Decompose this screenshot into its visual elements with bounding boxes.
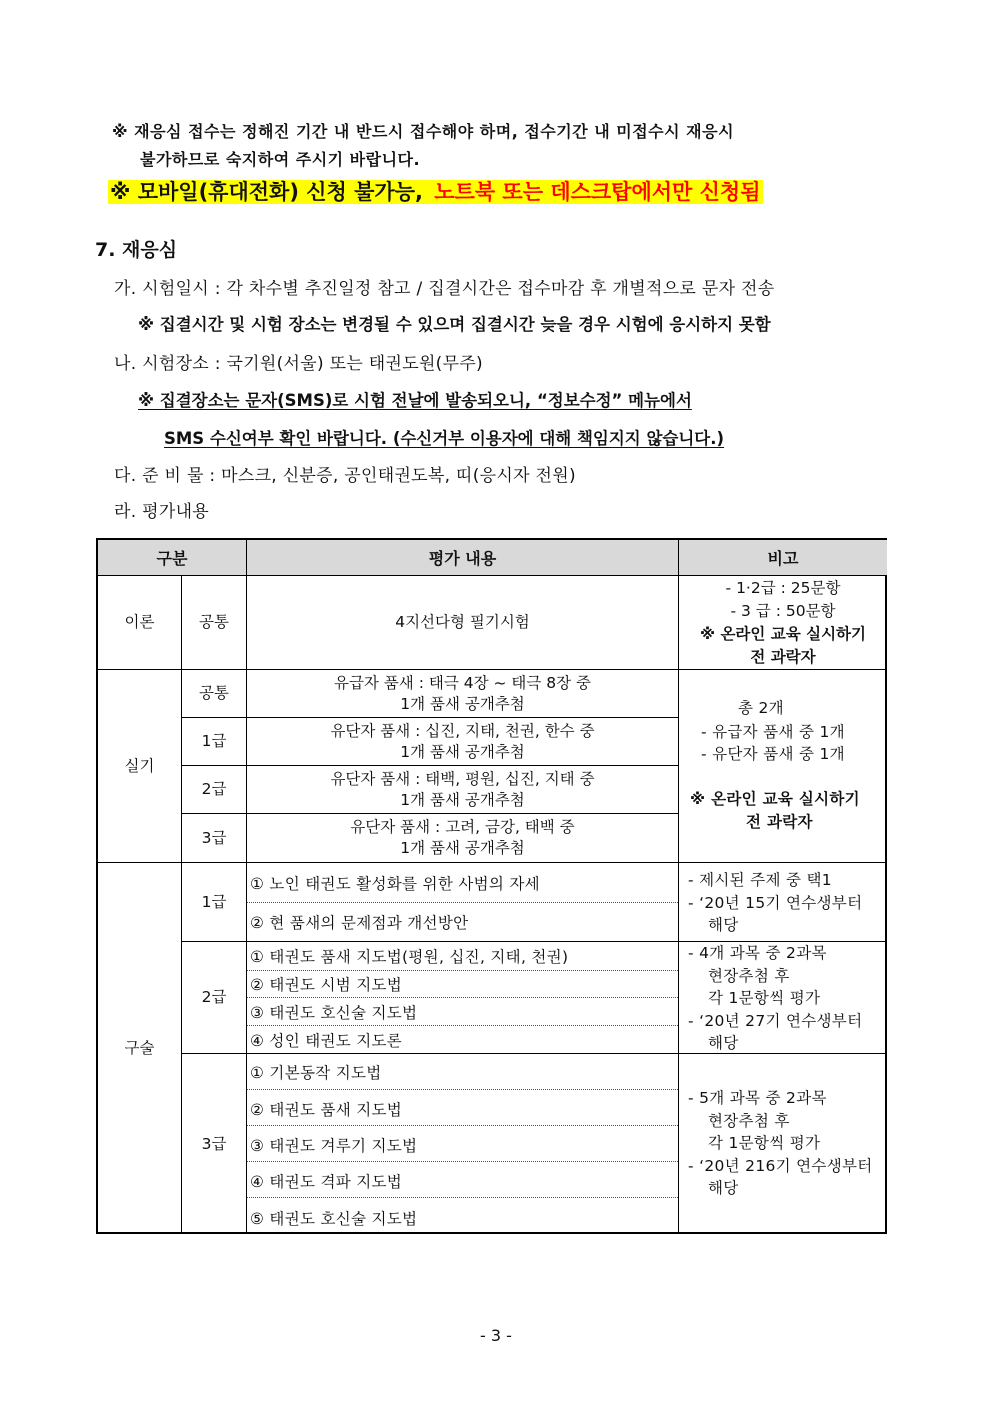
theory-remark-1: - 1·2급 : 25문항 xyxy=(725,578,841,597)
oral-grade1-remark-3: 해당 xyxy=(708,916,739,934)
oral-grade3-item-2: ② 태권도 품새 지도법 xyxy=(250,1101,403,1119)
oral-grade2-sub: 2급 xyxy=(201,988,227,1006)
practice-remark-4: ※ 온라인 교육 실시하기 xyxy=(690,790,860,808)
practice-sub-1: 공통 xyxy=(199,684,229,702)
theory-remark-4: 전 과락자 xyxy=(750,647,816,666)
theory-sub: 공통 xyxy=(199,613,229,631)
hline-oral2 xyxy=(181,1053,887,1054)
page-number: - 3 - xyxy=(480,1326,512,1345)
section-title: 7. 재응심 xyxy=(95,239,178,261)
practice-content-2 xyxy=(247,718,678,765)
oral-grade3-remark-1: - 5개 과목 중 2과목 xyxy=(688,1089,827,1107)
dotline-o2b xyxy=(247,997,678,998)
dotline-o3d xyxy=(247,1197,678,1198)
oral-grade3-remark-4: - ‘20년 216기 연수생부터 xyxy=(688,1157,873,1175)
dotline-o2a xyxy=(247,970,678,971)
practice-content-1b: 1개 품새 공개추첨 xyxy=(400,694,525,713)
theory-category: 이론 xyxy=(124,613,155,631)
notice-mobile-part2: 노트북 또는 데스크탑에서만 신청됨 xyxy=(434,180,761,204)
practice-remark-1: 총 2개 xyxy=(738,699,784,717)
theory-remark xyxy=(679,576,887,669)
theory-remark-2: - 3 급 : 50문항 xyxy=(730,601,836,620)
item-ra: 라. 평가내용 xyxy=(114,502,210,522)
oral-grade3-remark-2: 현장추첨 후 xyxy=(708,1112,790,1130)
dotline-o3b xyxy=(247,1125,678,1126)
header-remark: 비고 xyxy=(679,540,887,575)
item-na-note2: SMS 수신여부 확인 바랍니다. (수신거부 이용자에 대해 책임지지 않습니다.) xyxy=(164,429,725,448)
oral-grade3-item-4: ④ 태권도 격파 지도법 xyxy=(250,1173,403,1191)
practice-remark-5: 전 과락자 xyxy=(746,813,813,831)
oral-grade2-remark-2: 현장추첨 후 xyxy=(708,967,790,985)
practice-content-1 xyxy=(247,670,678,717)
item-na-note1: ※ 집결장소는 문자(SMS)로 시험 전날에 발송되오니, “정보수정” 메뉴에서 xyxy=(138,391,692,410)
oral-grade3-remark-3: 각 1문항씩 평가 xyxy=(708,1134,821,1152)
header-category: 구분 xyxy=(98,540,246,575)
practice-category: 실기 xyxy=(124,756,155,775)
item-da: 다. 준 비 물 : 마스크, 신분증, 공인태권도복, 띠(응시자 전원) xyxy=(114,466,576,486)
oral-grade2-item-4: ④ 성인 태권도 지도론 xyxy=(250,1032,403,1050)
notice-resubmit-line2: 불가하므로 숙지하여 주시기 바랍니다. xyxy=(140,150,421,169)
practice-content-3b: 1개 품새 공개추첨 xyxy=(400,790,525,809)
practice-sub-4: 3급 xyxy=(201,828,227,847)
practice-sub-3: 2급 xyxy=(201,780,227,798)
oral-grade2-remark-3: 각 1문항씩 평가 xyxy=(708,989,821,1007)
header-content: 평가 내용 xyxy=(247,540,678,575)
oral-grade2-remark-5: 해당 xyxy=(708,1034,739,1052)
practice-content-3 xyxy=(247,766,678,813)
dotline-o2c xyxy=(247,1025,678,1026)
practice-content-2b: 1개 품새 공개추첨 xyxy=(400,742,525,761)
item-ga-note: ※ 집결시간 및 시험 장소는 변경될 수 있으며 집결시간 늦을 경우 시험에 응시하지 못함 xyxy=(138,315,771,334)
practice-content-4 xyxy=(247,814,678,862)
notice-resubmit-line1: ※ 재응심 접수는 정해진 기간 내 반드시 접수해야 하며, 접수기간 내 미접수시 재응시 xyxy=(112,122,735,141)
practice-content-1a: 유급자 품새 : 태극 4장 ~ 태극 8장 중 xyxy=(333,673,592,692)
oral-grade1-sub: 1급 xyxy=(201,892,227,911)
oral-grade3-sub: 3급 xyxy=(201,1134,227,1153)
practice-content-4b: 1개 품새 공개추첨 xyxy=(400,839,525,857)
oral-grade3-remark-5: 해당 xyxy=(708,1179,739,1197)
practice-remark-3: - 유단자 품새 중 1개 xyxy=(701,745,845,763)
evaluation-table xyxy=(96,538,887,1234)
oral-grade1-remark-1: - 제시된 주제 중 택1 xyxy=(688,871,832,889)
oral-grade1-item-1: ① 노인 태권도 활성화를 위한 사범의 자세 xyxy=(250,875,540,893)
oral-grade2-remark-4: - ‘20년 27기 연수생부터 xyxy=(688,1012,863,1030)
oral-grade1-item-2: ② 현 품새의 문제점과 개선방안 xyxy=(250,914,469,932)
practice-content-2a: 유단자 품새 : 십진, 지태, 천권, 한수 중 xyxy=(330,721,595,740)
notice-mobile xyxy=(108,176,763,206)
oral-category: 구술 xyxy=(124,1039,155,1057)
item-na: 나. 시험장소 : 국기원(서울) 또는 태권도원(무주) xyxy=(114,354,483,374)
oral-grade2-item-3: ③ 태권도 호신술 지도법 xyxy=(250,1004,418,1022)
dotline-o1 xyxy=(247,902,678,903)
practice-content-3a: 유단자 품새 : 태백, 평원, 십진, 지태 중 xyxy=(330,769,595,788)
dotline-o3a xyxy=(247,1089,678,1090)
oral-grade1-remark-2: - ‘20년 15기 연수생부터 xyxy=(688,894,863,912)
oral-grade3-item-3: ③ 태권도 겨루기 지도법 xyxy=(250,1137,418,1155)
dotline-o3c xyxy=(247,1161,678,1162)
practice-sub-2: 1급 xyxy=(201,732,227,750)
oral-grade2-item-2: ② 태권도 시범 지도법 xyxy=(250,976,403,994)
oral-grade3-item-1: ① 기본동작 지도법 xyxy=(250,1064,382,1082)
item-ga: 가. 시험일시 : 각 차수별 추진일정 참고 / 집결시간은 접수마감 후 개별적으로 문자 전송 xyxy=(114,279,775,299)
notice-mobile-part1: ※ 모바일(휴대전화) 신청 불가능, xyxy=(110,180,431,204)
practice-remark-2: - 유급자 품새 중 1개 xyxy=(701,723,845,741)
practice-content-4a: 유단자 품새 : 고려, 금강, 태백 중 xyxy=(350,818,575,836)
oral-grade2-item-1: ① 태권도 품새 지도법(평원, 십진, 지태, 천권) xyxy=(250,948,569,966)
theory-content: 4지선다형 필기시험 xyxy=(395,613,530,631)
theory-remark-3: ※ 온라인 교육 실시하기 xyxy=(699,624,866,643)
oral-grade3-item-5: ⑤ 태권도 호신술 지도법 xyxy=(250,1210,418,1228)
oral-grade2-remark-1: - 4개 과목 중 2과목 xyxy=(688,944,827,962)
